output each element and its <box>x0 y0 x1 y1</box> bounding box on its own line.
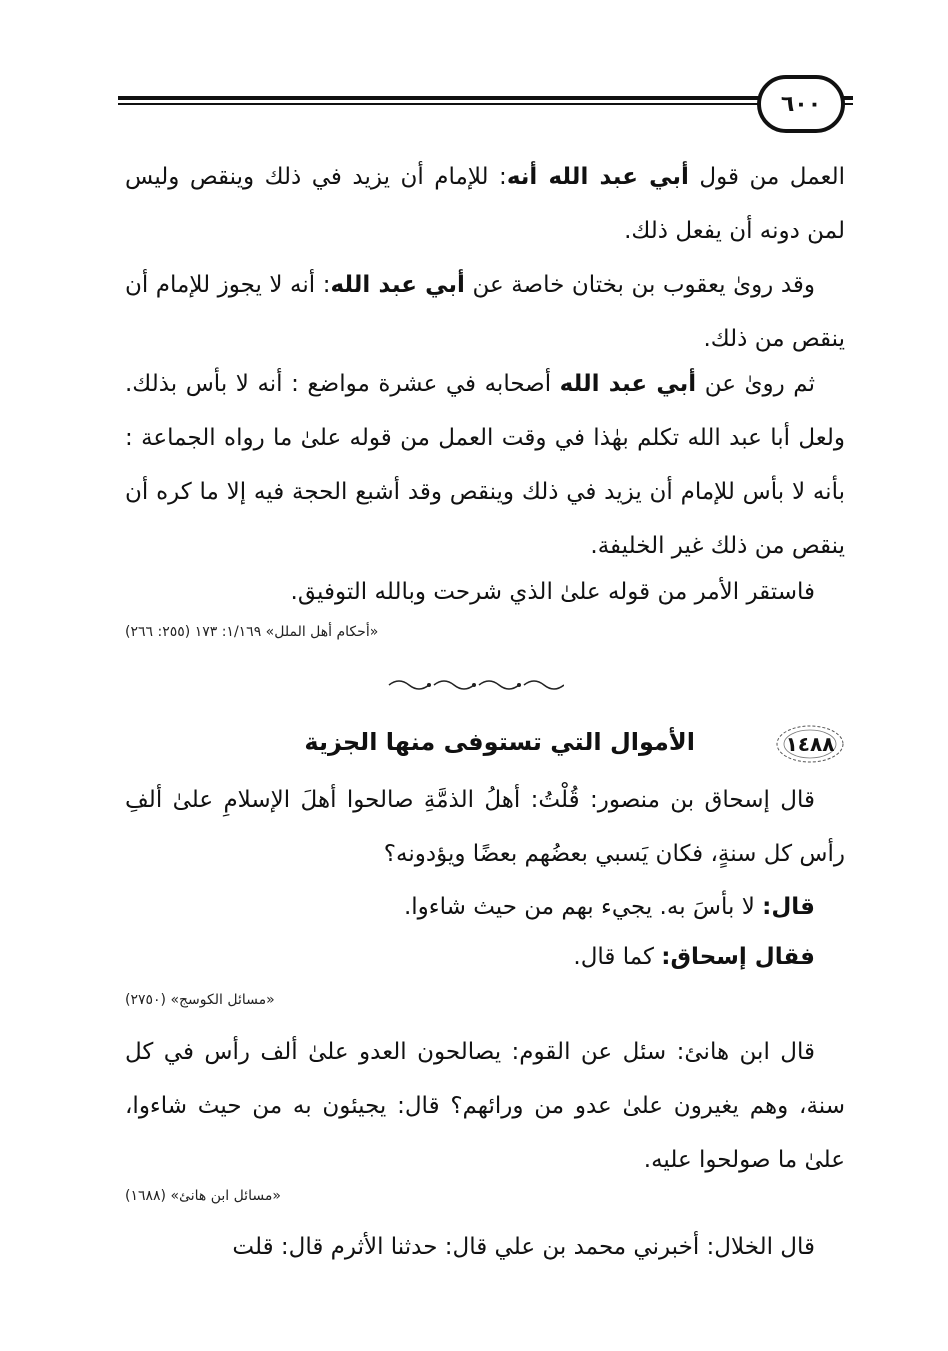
paragraph-6 <box>125 880 845 934</box>
text-run: : أنه لا يجوز للإمام أن ينقص من ذلك. <box>125 272 845 352</box>
header-rule <box>118 103 853 105</box>
text-run: قال ابن هانئ: سئل عن القوم: يصالحون العدو علىٰ ألف رأس في كل سنة، وهم يغيرون علىٰ عدو من ورائهم؟ قال: يجيئون به من حيث شاءوا، علىٰ ما صولحوا عليه. <box>125 1039 845 1173</box>
speaker-label: قال: <box>762 894 815 920</box>
header-rule <box>118 96 853 100</box>
citation: «مسائل الكوسج» (٢٧٥٠) <box>125 992 275 1008</box>
text-run: لا بأسَ به. يجيء بهم من حيث شاءوا. <box>403 894 763 920</box>
section-heading <box>125 724 845 768</box>
text-run: أصحابه في عشرة مواضع : أنه لا بأس بذلك. ولعل أبا عبد الله تكلم بهٰذا في وقت العمل من قوله علىٰ ما رواه الجماعة : بأنه لا بأس للإمام أن يزيد في ذلك وينقص وقد أشبع الحجة فيه إلا ما كره أن ينقص من ذلك غير الخليفة. <box>125 371 845 559</box>
bold-name: أبي عبد الله <box>559 371 697 397</box>
paragraph-5 <box>125 773 845 881</box>
page-number: ٦٠٠ <box>757 75 845 133</box>
paragraph-9 <box>125 1220 845 1274</box>
paragraph-7 <box>125 930 845 984</box>
page-header <box>118 70 853 130</box>
text-run: العمل من قول <box>688 164 845 190</box>
text-run: ثم روىٰ عن <box>696 371 816 397</box>
speaker-label: فقال إسحاق: <box>661 944 815 970</box>
paragraph-2 <box>125 258 845 366</box>
text-run: قال الخلال: أخبرني محمد بن علي قال: حدثنا الأثرم قال: قلت <box>232 1234 815 1260</box>
text-run: فاستقر الأمر من قوله علىٰ الذي شرحت وبالله التوفيق. <box>290 579 815 605</box>
text-run: قال إسحاق بن منصور: قُلْتُ: أهلُ الذمَّةِ صالحوا أهلَ الإسلامِ علىٰ ألفِ رأس كل سنةٍ، فكان يَسبي بعضُهم بعضًا ويؤدونه؟ <box>125 787 845 867</box>
citation: «أحكام أهل الملل» ١/١٦٩: ١٧٣ (٢٥٥: ٢٦٦) <box>125 624 379 640</box>
text-run: وقد روىٰ يعقوب بن بختان خاصة عن <box>464 272 815 298</box>
section-number: ١٤٨٨ <box>785 732 835 756</box>
paragraph-8 <box>125 1025 845 1187</box>
citation: «مسائل ابن هانئ» (١٦٨٨) <box>125 1188 281 1204</box>
text-run: : للإمام أن يزيد في ذلك وينقص وليس لمن دونه أن يفعل ذلك. <box>125 164 845 244</box>
section-title: الأموال التي تستوفى منها الجزية <box>304 728 695 756</box>
text-run: كما قال. <box>573 944 662 970</box>
paragraph-1 <box>125 150 845 258</box>
bold-name: أبي عبد الله <box>330 272 465 298</box>
bold-name: أبي عبد الله أنه <box>506 164 689 190</box>
paragraph-3 <box>125 357 845 573</box>
paragraph-4 <box>125 565 845 619</box>
ornament-divider <box>384 677 564 693</box>
